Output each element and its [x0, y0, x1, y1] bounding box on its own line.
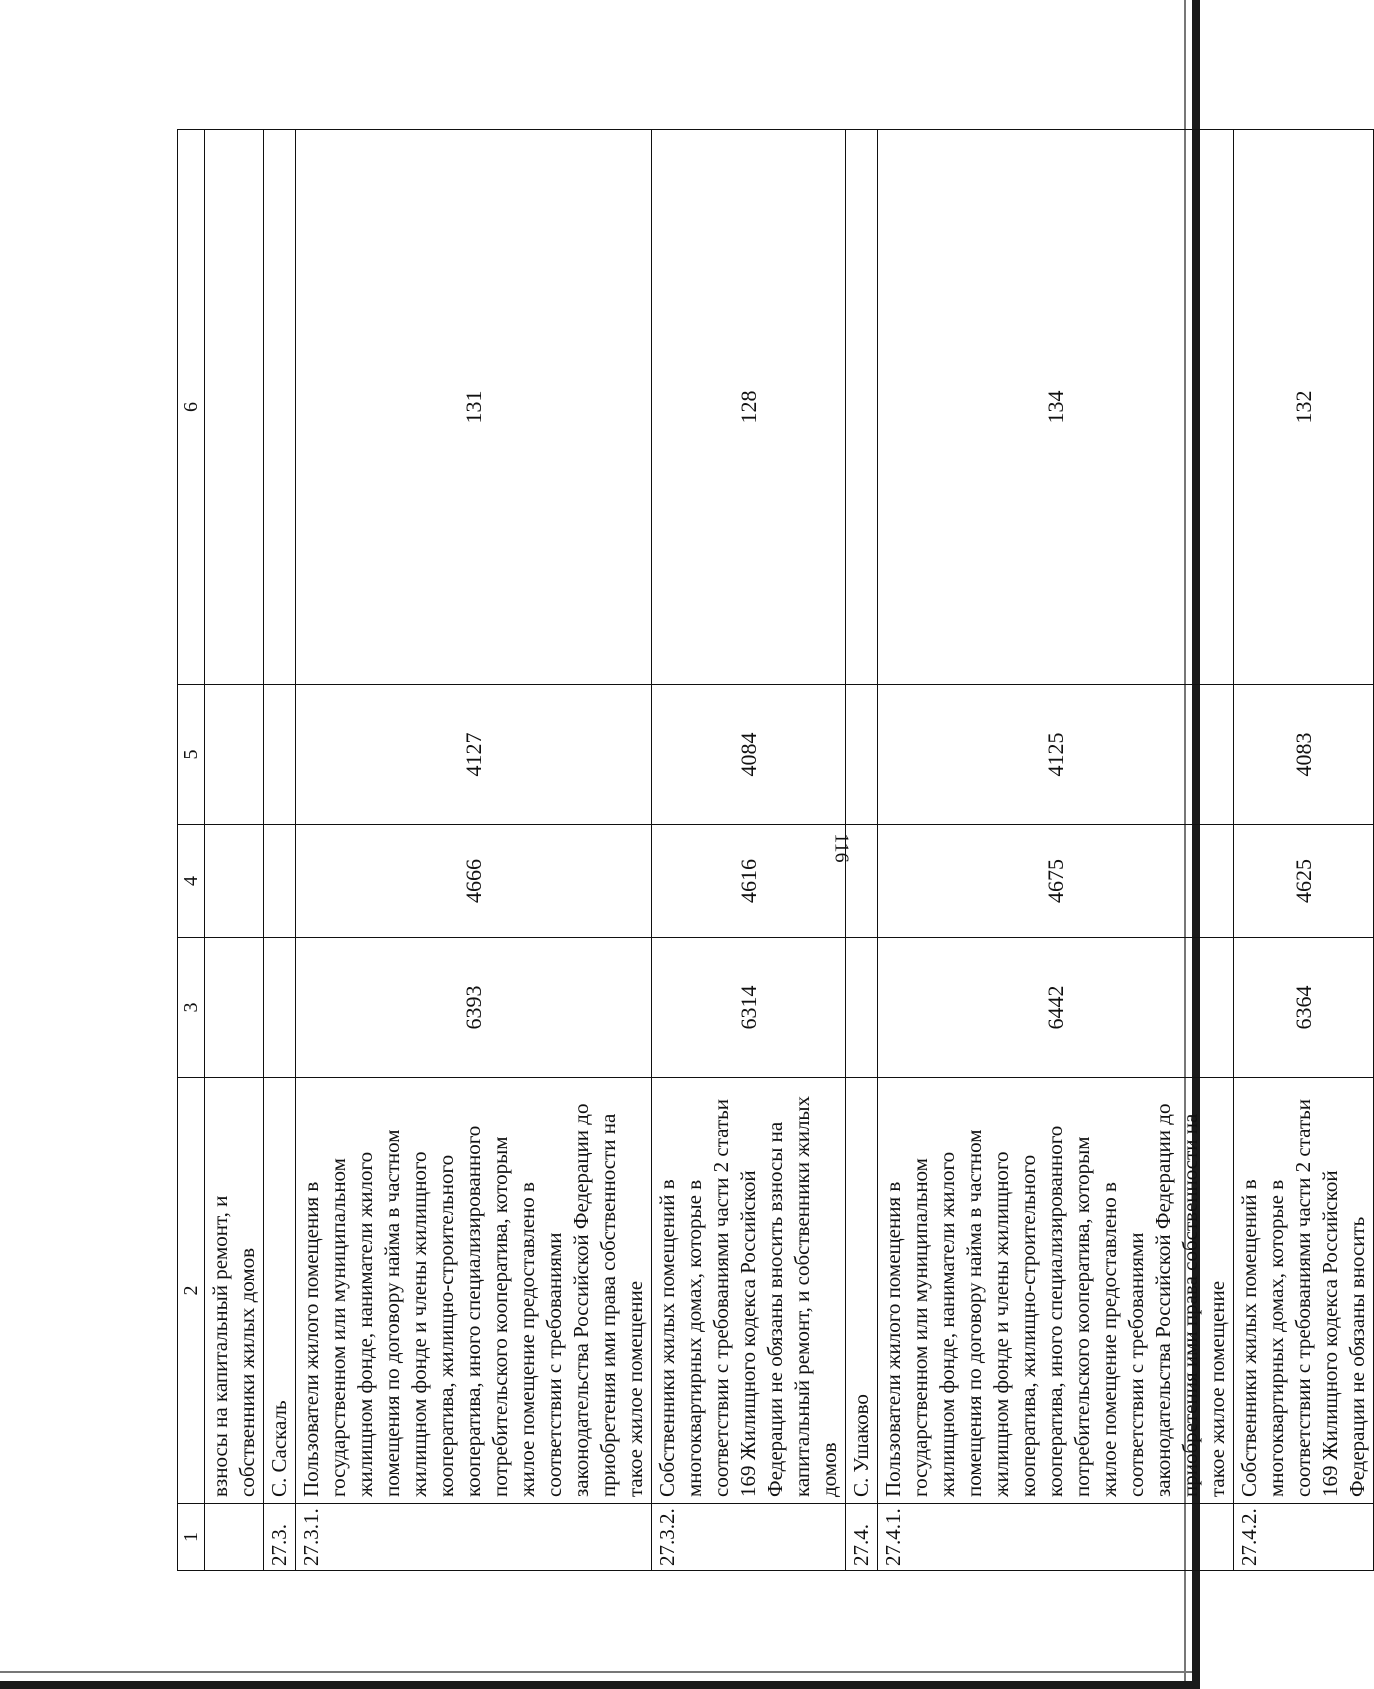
- value-col-5: 4127: [296, 685, 652, 825]
- header-row: [178, 130, 205, 1571]
- value-col-3: [846, 938, 878, 1078]
- value-col-3: 6314: [652, 938, 846, 1078]
- value-col-4: [264, 825, 296, 938]
- value-col-6: [205, 130, 264, 685]
- value-col-4: [846, 825, 878, 938]
- row-code: 27.4.1.: [878, 1504, 1234, 1571]
- value-col-3: [205, 938, 264, 1078]
- table-row: [652, 130, 846, 1571]
- value-col-6: 132: [1234, 130, 1374, 685]
- value-col-3: [264, 938, 296, 1078]
- row-description: Пользователи жилого помещения в государственном или муниципальном жилищном фонде, наниматели жилого помещения по договору найма в частном жилищном фонде и члены жилищного кооператива, жилищно-строительного кооператива, иного специализированного потребительского кооператива, которым жилое помещение предоставлено в соответствии с требованиями законодательства Российской Федерации до приобретения ими права собственности на такое жилое помещение: [296, 1078, 652, 1504]
- row-description: Собственники жилых помещений в многоквартирных домах, которые в соответствии с требованиями части 2 статьи 169 Жилищного кодекса Российской Федерации не обязаны вносить: [1234, 1078, 1374, 1504]
- scan-border-inner-bottom: [0, 1671, 1200, 1673]
- row-code: [205, 1504, 264, 1571]
- value-col-6: 134: [878, 130, 1234, 685]
- header-cell-5: 5: [178, 685, 205, 825]
- table-row: [878, 130, 1234, 1571]
- value-col-5: 4125: [878, 685, 1234, 825]
- value-col-5: [264, 685, 296, 825]
- row-description: взносы на капитальный ремонт, и собственники жилых домов: [205, 1078, 264, 1504]
- value-col-4: [205, 825, 264, 938]
- value-col-4: 4625: [1234, 825, 1374, 938]
- value-col-3: 6364: [1234, 938, 1374, 1078]
- table-row: [846, 130, 878, 1571]
- value-col-6: [264, 130, 296, 685]
- row-description: Пользователи жилого помещения в государственном или муниципальном жилищном фонде, наниматели жилого помещения по договору найма в частном жилищном фонде и члены жилищного кооператива, жилищно-строительного кооператива, иного специализированного потребительского кооператива, которым жилое помещение предоставлено в соответствии с требованиями законодательства Российской Федерации до приобретения ими права собственности на такое жилое помещение: [878, 1078, 1234, 1504]
- row-code: 27.3.1.: [296, 1504, 652, 1571]
- value-col-5: 4083: [1234, 685, 1374, 825]
- table-row: [296, 130, 652, 1571]
- value-col-6: 128: [652, 130, 846, 685]
- value-col-6: [846, 130, 878, 685]
- row-code: 27.3.2.: [652, 1504, 846, 1571]
- tariff-table: [177, 129, 1374, 1571]
- header-cell-1: 1: [178, 1504, 205, 1571]
- header-cell-4: 4: [178, 825, 205, 938]
- value-col-5: 4084: [652, 685, 846, 825]
- header-cell-3: 3: [178, 938, 205, 1078]
- row-description: С. Саскаль: [264, 1078, 296, 1504]
- value-col-4: 4666: [296, 825, 652, 938]
- scan-border-bottom: [0, 1681, 1200, 1689]
- value-col-4: 4675: [878, 825, 1234, 938]
- row-description: Собственники жилых помещений в многоквартирных домах, которые в соответствии с требованиями части 2 статьи 169 Жилищного кодекса Российской Федерации не обязаны вносить взносы на капитальный ремонт, и собственники жилых домов: [652, 1078, 846, 1504]
- header-cell-2: 2: [178, 1078, 205, 1504]
- table-row: [1234, 130, 1374, 1571]
- row-code: 27.3.: [264, 1504, 296, 1571]
- row-description: С. Ушаково: [846, 1078, 878, 1504]
- value-col-4: 4616: [652, 825, 846, 938]
- value-col-6: 131: [296, 130, 652, 685]
- row-code: 27.4.2.: [1234, 1504, 1374, 1571]
- page-number: 116: [830, 833, 853, 863]
- header-cell-6: 6: [178, 130, 205, 685]
- row-code: 27.4.: [846, 1504, 878, 1571]
- value-col-5: [846, 685, 878, 825]
- value-col-3: 6393: [296, 938, 652, 1078]
- table-row: [264, 130, 296, 1571]
- value-col-5: [205, 685, 264, 825]
- value-col-3: 6442: [878, 938, 1234, 1078]
- table-row: [205, 130, 264, 1571]
- table-container: [177, 130, 1369, 1571]
